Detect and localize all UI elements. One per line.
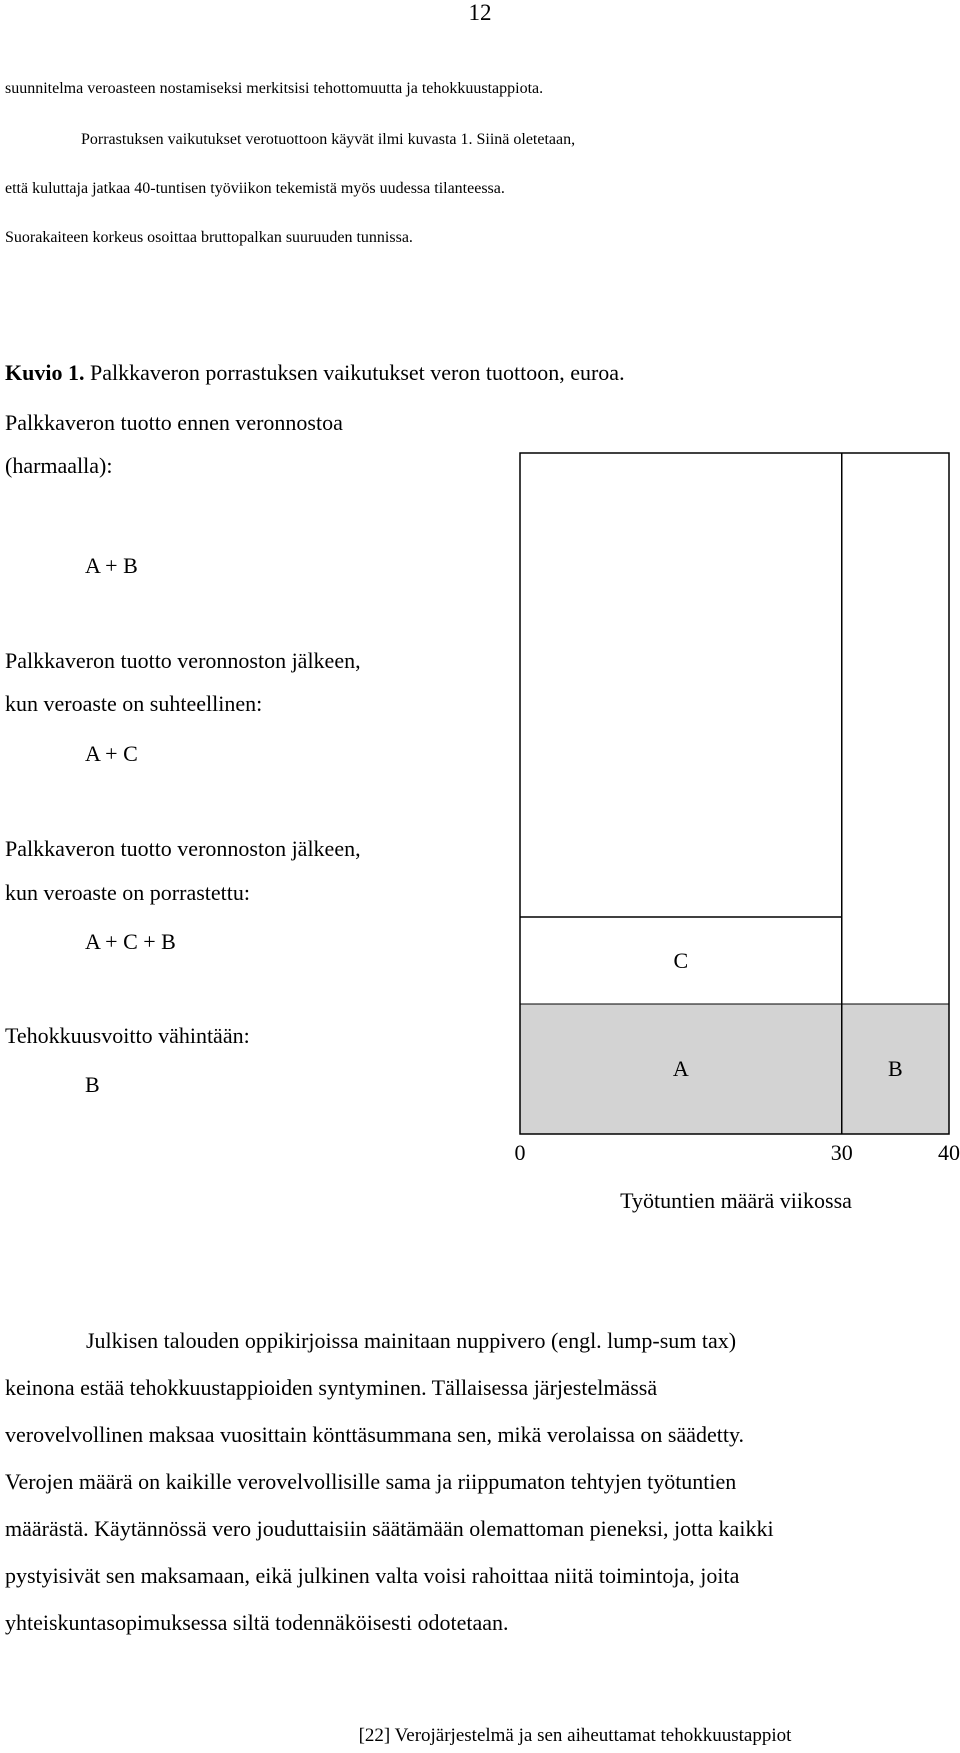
label-proportional-line1: Palkkaveron tuotto veronnoston jälkeen, — [5, 648, 361, 673]
x-axis-label: Työtuntien määrä viikossa — [620, 1188, 852, 1213]
text-line: Suorakaiteen korkeus osoittaa bruttopalkan suuruuden tunnissa. — [5, 229, 413, 246]
x-tick-label-0: 0 — [514, 1140, 526, 1165]
label-progressive-formula: A + C + B — [85, 929, 176, 954]
text-line: suunnitelma veroasteen nostamiseksi merkitsisi tehottomuutta ja tehokkuustappiota. — [5, 80, 544, 97]
figure-caption-label: Kuvio 1. — [5, 360, 85, 385]
text-line: että kuluttaja jatkaa 40-tuntisen työviikon tekemistä myös uudessa tilanteessa. — [5, 180, 505, 197]
region-b-label: B — [888, 1056, 903, 1081]
text-line: Julkisen talouden oppikirjoissa mainitaan nuppivero (engl. lump-sum tax) — [86, 1328, 737, 1353]
footer — [0, 1725, 960, 1747]
x-tick-label-30: 30 — [830, 1140, 853, 1165]
region-a-label: A — [672, 1056, 689, 1081]
label-progressive-line2: kun veroaste on porrastettu: — [5, 880, 250, 905]
label-before-formula: A + B — [85, 553, 138, 578]
text-line: pystyisivät sen maksamaan, eikä julkinen valta voisi rahoittaa niitä toimintoja, joita — [5, 1563, 740, 1588]
footer-text: [22] Verojärjestelmä ja sen aiheuttamat tehokkuustappiot — [358, 1725, 792, 1746]
label-before-line2: (harmaalla): — [5, 453, 113, 478]
label-proportional-line2: kun veroaste on suhteellinen: — [5, 691, 263, 716]
text-line: yhteiskuntasopimuksessa siltä todennäköisesti odotetaan. — [5, 1610, 509, 1635]
text-line: verovelvollinen maksaa vuosittain könttäsummana sen, mikä verolaissa on säädetty. — [5, 1422, 745, 1447]
label-before-line1: Palkkaveron tuotto ennen veronnostoa — [5, 410, 343, 435]
text-line: määrästä. Käytännössä vero jouduttaisiin säätämään olemattoman pieneksi, jotta kaikki — [5, 1516, 774, 1541]
label-efficiency-line1: Tehokkuusvoitto vähintään: — [5, 1023, 250, 1048]
text-line: Porrastuksen vaikutukset verotuottoon käyvät ilmi kuvasta 1. Siinä oletetaan, — [81, 131, 576, 148]
label-efficiency-formula: B — [85, 1072, 100, 1097]
text-line: Verojen määrä on kaikille verovelvollisille sama ja riippumaton tehtyjen työtuntien — [5, 1469, 737, 1494]
page-number: 12 — [468, 0, 492, 25]
label-progressive-line1: Palkkaveron tuotto veronnoston jälkeen, — [5, 836, 361, 861]
label-proportional-formula: A + C — [85, 741, 138, 766]
x-tick-label-40: 40 — [938, 1140, 960, 1165]
figure-caption-text: Palkkaveron porrastuksen vaikutukset veron tuottoon, euroa. — [84, 360, 625, 385]
region-c-label: C — [673, 948, 689, 973]
text-line: keinona estää tehokkuustappioiden syntyminen. Tällaisessa järjestelmässä — [5, 1375, 658, 1400]
